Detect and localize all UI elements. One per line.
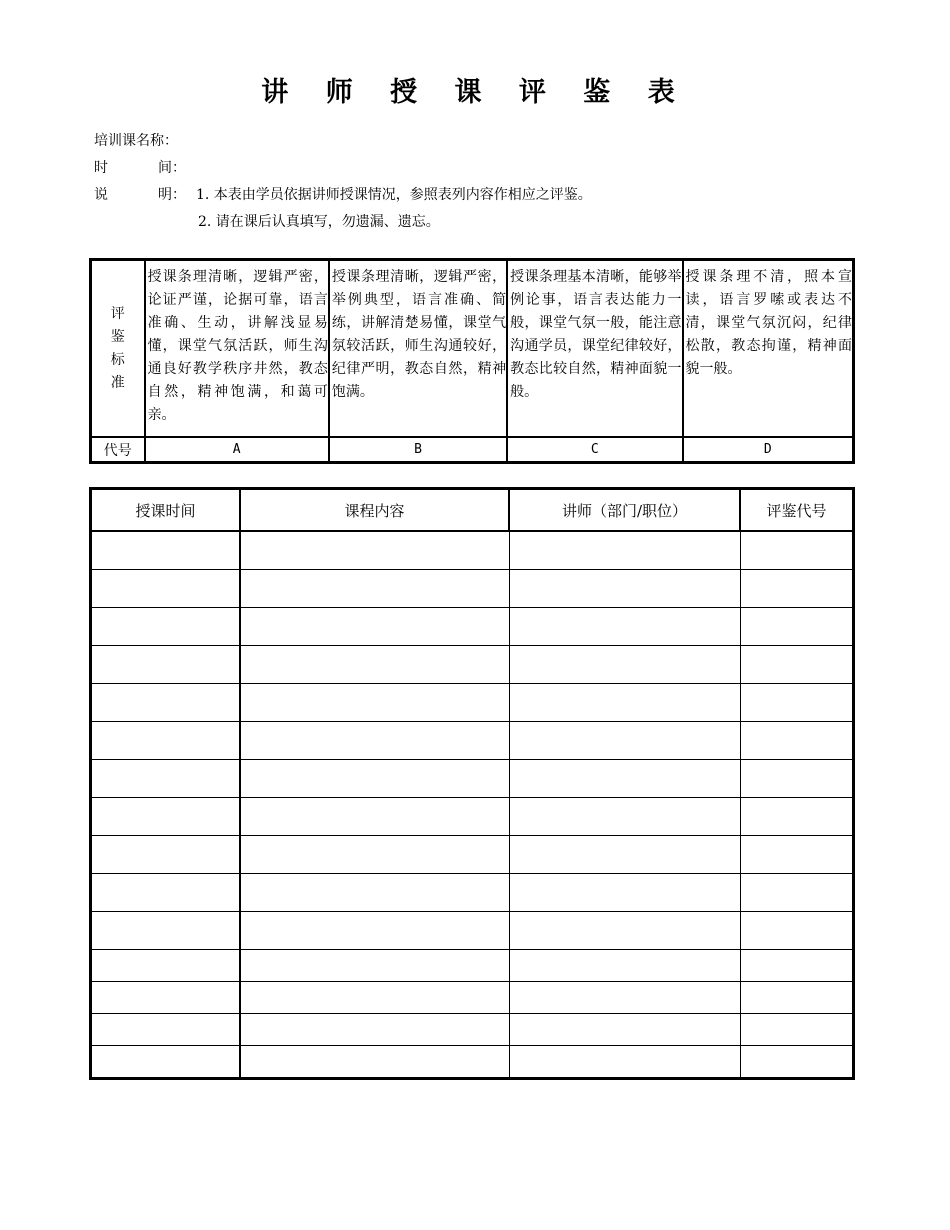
table-cell[interactable] (740, 1046, 854, 1079)
table-cell[interactable] (240, 570, 509, 608)
table-row (91, 722, 854, 760)
note-label-1: 说 (94, 187, 108, 203)
time-label-1: 时 (94, 160, 108, 176)
table-cell[interactable] (91, 722, 241, 760)
table-cell[interactable] (740, 1014, 854, 1046)
side-char: 标 (110, 351, 125, 368)
header-content: 课程内容 (240, 489, 509, 532)
table-cell[interactable] (240, 798, 509, 836)
table-cell[interactable] (740, 982, 854, 1014)
table-cell[interactable] (509, 836, 740, 874)
side-char: 准 (110, 374, 125, 391)
criteria-table (89, 258, 855, 464)
table-cell[interactable] (740, 531, 854, 570)
table-cell[interactable] (240, 608, 509, 646)
table-cell[interactable] (91, 874, 241, 912)
table-cell[interactable] (91, 570, 241, 608)
table-cell[interactable] (240, 1046, 509, 1079)
course-name-field (94, 131, 178, 151)
table-row (91, 950, 854, 982)
criteria-row (91, 260, 854, 438)
criteria-d-text: 授课条理不清，照本宣读，语言罗嗦或表达不清，课堂气氛沉闷，纪律松散，教态拘谨，精神面貌一般。 (683, 260, 854, 438)
table-cell[interactable] (240, 531, 509, 570)
note-label-2: 明： (158, 187, 186, 203)
table-row (91, 531, 854, 570)
table-row (91, 836, 854, 874)
table-row (91, 982, 854, 1014)
table-row (91, 1046, 854, 1079)
table-cell[interactable] (240, 950, 509, 982)
time-label-2: 间： (158, 160, 186, 176)
code-label: 代号 (91, 437, 145, 463)
table-cell[interactable] (740, 836, 854, 874)
record-header-row (91, 489, 854, 532)
code-a: A (145, 437, 329, 463)
table-cell[interactable] (509, 1014, 740, 1046)
table-cell[interactable] (740, 760, 854, 798)
table-row (91, 798, 854, 836)
criteria-b-text: 授课条理清晰，逻辑严密，举例典型，语言准确、简练，讲解清楚易懂，课堂气氛较活跃，师生沟通较好，纪律严明，教态自然，精神饱满。 (329, 260, 507, 438)
table-cell[interactable] (91, 798, 241, 836)
code-d: D (683, 437, 854, 463)
table-row (91, 1014, 854, 1046)
code-row (91, 437, 854, 463)
table-cell[interactable] (91, 531, 241, 570)
table-row (91, 874, 854, 912)
table-cell[interactable] (740, 646, 854, 684)
page-title: 讲 师 授 课 评 鉴 表 (261, 77, 689, 108)
table-cell[interactable] (240, 982, 509, 1014)
criteria-c-text: 授课条理基本清晰，能够举例论事，语言表达能力一般，课堂气氛一般，能注意沟通学员，课堂纪律较好，教态比较自然，精神面貌一般。 (507, 260, 682, 438)
note-1: 1. 本表由学员依据讲师授课情况，参照表列内容作相应之评鉴。 (196, 187, 592, 203)
table-cell[interactable] (740, 874, 854, 912)
table-cell[interactable] (509, 912, 740, 950)
table-cell[interactable] (740, 798, 854, 836)
table-cell[interactable] (509, 760, 740, 798)
table-cell[interactable] (91, 1046, 241, 1079)
table-cell[interactable] (509, 608, 740, 646)
table-row (91, 570, 854, 608)
table-cell[interactable] (91, 912, 241, 950)
code-b: B (329, 437, 507, 463)
table-cell[interactable] (91, 836, 241, 874)
table-cell[interactable] (240, 836, 509, 874)
table-cell[interactable] (740, 608, 854, 646)
record-body (91, 531, 854, 1079)
header-code: 评鉴代号 (740, 489, 854, 532)
table-cell[interactable] (240, 760, 509, 798)
table-cell[interactable] (509, 874, 740, 912)
table-cell[interactable] (240, 912, 509, 950)
table-row (91, 760, 854, 798)
table-cell[interactable] (240, 646, 509, 684)
table-cell[interactable] (91, 646, 241, 684)
note-2: 2. 请在课后认真填写，勿遗漏、遗忘。 (198, 214, 440, 230)
table-cell[interactable] (740, 722, 854, 760)
table-cell[interactable] (240, 874, 509, 912)
table-cell[interactable] (91, 982, 241, 1014)
table-cell[interactable] (509, 982, 740, 1014)
criteria-side-label (91, 260, 145, 438)
table-cell[interactable] (91, 1014, 241, 1046)
table-cell[interactable] (91, 608, 241, 646)
table-cell[interactable] (509, 1046, 740, 1079)
side-char: 评 (110, 305, 125, 322)
criteria-a-text: 授课条理清晰，逻辑严密，论证严谨，论据可靠，语言准确、生动，讲解浅显易懂，课堂气氛活跃，师生沟通良好教学秩序井然，教态自然，精神饱满，和蔼可亲。 (145, 260, 329, 438)
header-time: 授课时间 (91, 489, 241, 532)
table-cell[interactable] (509, 722, 740, 760)
table-cell[interactable] (240, 1014, 509, 1046)
table-cell[interactable] (91, 684, 241, 722)
table-row (91, 608, 854, 646)
table-cell[interactable] (740, 912, 854, 950)
table-cell[interactable] (509, 950, 740, 982)
table-row (91, 646, 854, 684)
record-table (89, 487, 855, 1080)
side-char: 鉴 (110, 328, 125, 345)
table-cell[interactable] (240, 722, 509, 760)
table-cell[interactable] (509, 798, 740, 836)
time-field (94, 158, 186, 178)
table-cell[interactable] (240, 684, 509, 722)
table-cell[interactable] (91, 950, 241, 982)
header-lecturer: 讲师（部门/职位） (509, 489, 740, 532)
table-cell[interactable] (740, 684, 854, 722)
table-cell[interactable] (509, 684, 740, 722)
table-cell[interactable] (509, 646, 740, 684)
note-field (94, 185, 592, 205)
table-cell[interactable] (740, 950, 854, 982)
table-row (91, 912, 854, 950)
table-row (91, 684, 854, 722)
code-c: C (507, 437, 682, 463)
table-cell[interactable] (91, 760, 241, 798)
table-cell[interactable] (509, 570, 740, 608)
table-cell[interactable] (509, 531, 740, 570)
table-cell[interactable] (740, 570, 854, 608)
course-name-label: 培训课名称： (94, 133, 178, 149)
